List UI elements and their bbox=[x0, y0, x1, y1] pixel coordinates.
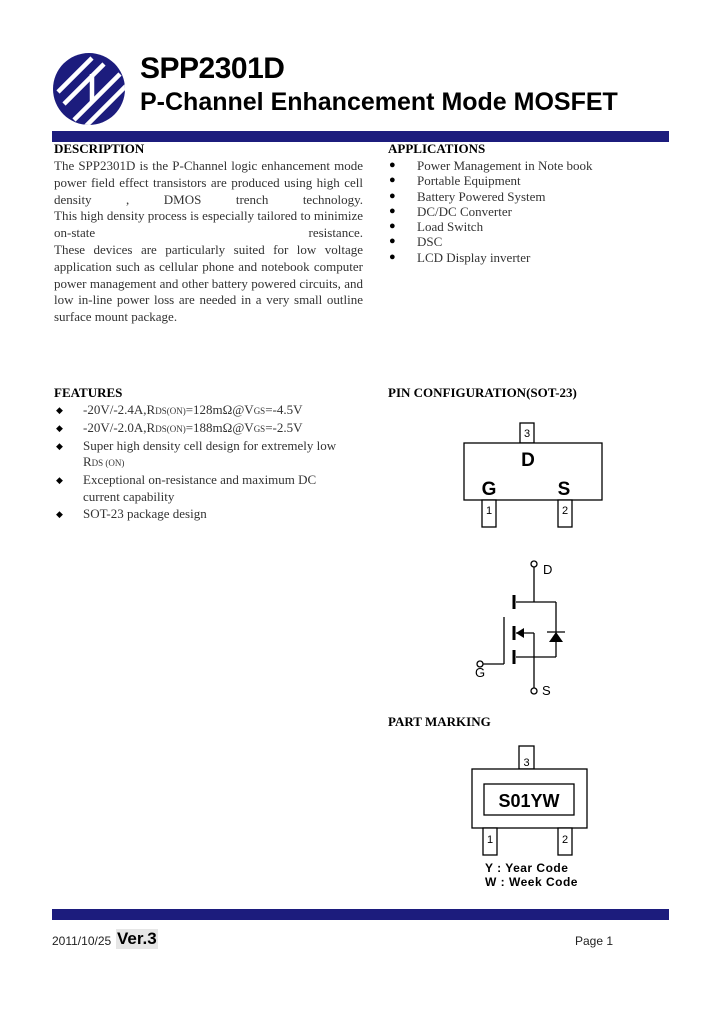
pin-3-number: 3 bbox=[523, 757, 530, 769]
applications-list bbox=[390, 158, 592, 265]
marking-legend bbox=[485, 861, 578, 889]
part-marking-heading: PART MARKING bbox=[388, 714, 491, 729]
pin-2-number: 2 bbox=[561, 834, 569, 846]
body-diode-icon bbox=[549, 632, 563, 642]
description-heading: DESCRIPTION bbox=[54, 141, 145, 156]
revision-date: 2011/10/25 bbox=[52, 934, 112, 948]
features-list bbox=[56, 402, 356, 523]
list-item: ● Battery Powered System bbox=[390, 189, 592, 204]
list-item: ● Load Switch bbox=[390, 219, 592, 234]
marking-code: S01YW bbox=[498, 791, 560, 811]
company-logo bbox=[52, 52, 126, 126]
version-label: Ver.3 bbox=[117, 929, 157, 948]
features-heading: FEATURES bbox=[54, 385, 123, 400]
source-terminal bbox=[531, 688, 537, 694]
page-number: Page 1 bbox=[575, 934, 614, 948]
schematic-gate-label: G bbox=[475, 665, 486, 680]
sot23-pin-diagram bbox=[440, 415, 620, 530]
list-item: ◆ -20V/-2.0A,RDS(ON)=188mΩ@VGS=-2.5V bbox=[56, 420, 356, 438]
description-text bbox=[54, 158, 363, 326]
list-item: ● Power Management in Note book bbox=[390, 158, 592, 173]
pin-configuration-heading: PIN CONFIGURATION(SOT-23) bbox=[388, 385, 577, 400]
mosfet-schematic-symbol bbox=[468, 555, 588, 700]
list-item: ● Portable Equipment bbox=[390, 173, 592, 188]
week-code-legend: W : Week Code bbox=[485, 875, 578, 889]
list-item: ◆ Super high density cell design for extremely low RDS (ON) bbox=[56, 438, 356, 473]
description-paragraph: These devices are particularly suited for low voltage application such as cellular phone and notebook computer power management and other battery powered circuits, and low in-line power loss are needed in a very small outline surface mount package. bbox=[54, 241, 363, 325]
pin-2-number: 2 bbox=[561, 505, 569, 517]
document-subtitle: P-Channel Enhancement Mode MOSFET bbox=[140, 88, 618, 116]
applications-heading: APPLICATIONS bbox=[388, 141, 486, 156]
pin-3-number: 3 bbox=[523, 428, 531, 440]
list-item: ● DC/DC Converter bbox=[390, 204, 592, 219]
channel-arrow-icon bbox=[516, 628, 524, 638]
bottom-divider-bar bbox=[52, 909, 669, 920]
part-number-title: SPP2301D bbox=[140, 52, 285, 85]
part-marking-diagram bbox=[460, 740, 610, 860]
list-item: ● DSC bbox=[390, 234, 592, 249]
source-label: S bbox=[557, 479, 571, 500]
pin-1-number: 1 bbox=[485, 505, 493, 517]
pin-1-number: 1 bbox=[486, 834, 494, 846]
description-paragraph: This high density process is especially tailored to minimize on-state resistance. bbox=[54, 208, 363, 241]
schematic-source-label: S bbox=[542, 683, 551, 698]
description-paragraph: The SPP2301D is the P-Channel logic enhancement mode power field effect transistors are produced using high cell density , DMOS trench technology. bbox=[54, 158, 363, 207]
drain-label: D bbox=[521, 450, 535, 471]
list-item: ◆ -20V/-2.4A,RDS(ON)=128mΩ@VGS=-4.5V bbox=[56, 402, 356, 420]
top-divider-bar bbox=[52, 131, 669, 142]
drain-terminal bbox=[531, 561, 537, 567]
year-code-legend: Y : Year Code bbox=[485, 861, 569, 875]
gate-label: G bbox=[481, 479, 497, 500]
schematic-drain-label: D bbox=[543, 562, 553, 577]
list-item: ◆ Exceptional on-resistance and maximum DC current capability bbox=[56, 472, 356, 506]
list-item: ◆ SOT-23 package design bbox=[56, 506, 356, 523]
list-item: ● LCD Display inverter bbox=[390, 250, 592, 265]
